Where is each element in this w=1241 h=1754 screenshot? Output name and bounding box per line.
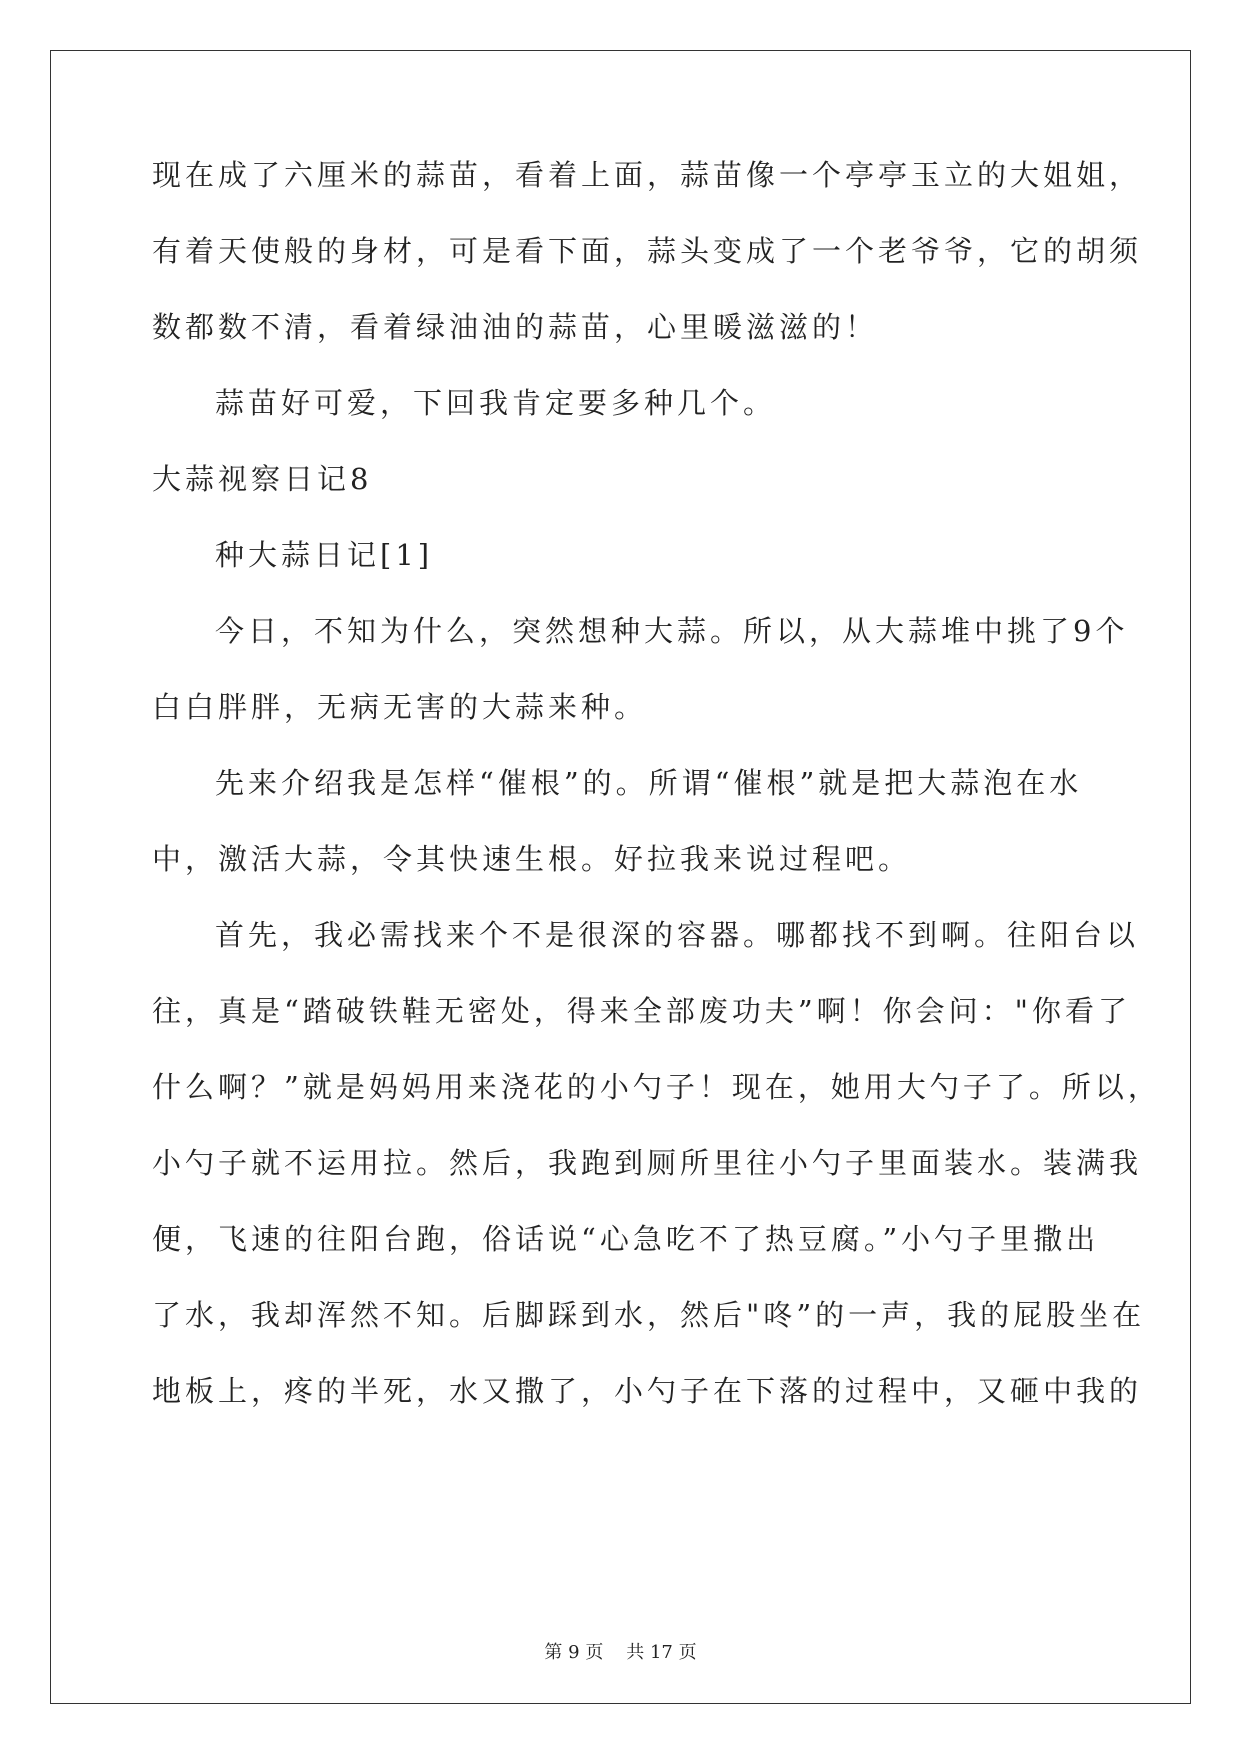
text-line: 首先，我必需找来个不是很深的容器。哪都找不到啊。往阳台以 — [215, 918, 1140, 952]
text-line: 什么啊？”就是妈妈用来浇花的小勺子！现在，她用大勺子了。所以， — [152, 1070, 1161, 1104]
text-line: 了水，我却浑然不知。后脚踩到水，然后"咚”的一声，我的屁股坐在 — [152, 1298, 1146, 1332]
text-line: 数都数不清，看着绿油油的蒜苗，心里暖滋滋的！ — [152, 310, 879, 344]
text-line: 便，飞速的往阳台跑，俗话说“心急吃不了热豆腐。”小勺子里撒出 — [152, 1222, 1100, 1256]
page-footer — [0, 1638, 1241, 1664]
text-line: 种大蒜日记[1] — [215, 538, 434, 572]
text-line: 现在成了六厘米的蒜苗，看着上面，蒜苗像一个亭亭玉立的大姐姐， — [152, 158, 1143, 192]
text-line: 中，激活大蒜，令其快速生根。好拉我来说过程吧。 — [152, 842, 912, 876]
page-total: 共 17 页 — [626, 1642, 697, 1663]
text-line: 大蒜视察日记8 — [152, 462, 373, 496]
text-line: 小勺子就不运用拉。然后，我跑到厕所里往小勺子里面装水。装满我 — [152, 1146, 1143, 1180]
text-line: 有着天使般的身材，可是看下面，蒜头变成了一个老爷爷，它的胡须 — [152, 234, 1143, 268]
text-line: 地板上，疼的半死，水又撒了，小勺子在下落的过程中，又砸中我的 — [152, 1374, 1143, 1408]
text-line: 蒜苗好可爱，下回我肯定要多种几个。 — [215, 386, 777, 420]
text-line: 白白胖胖，无病无害的大蒜来种。 — [152, 690, 648, 724]
document-body — [152, 158, 1161, 1452]
page-number: 第 9 页 — [544, 1642, 604, 1663]
text-line: 先来介绍我是怎样“催根”的。所谓“催根”就是把大蒜泡在水 — [215, 766, 1083, 800]
text-line: 往，真是“踏破铁鞋无密处，得来全部废功夫”啊！你会问："你看了 — [152, 994, 1131, 1028]
text-line: 今日，不知为什么，突然想种大蒜。所以，从大蒜堆中挑了9个 — [215, 614, 1129, 648]
